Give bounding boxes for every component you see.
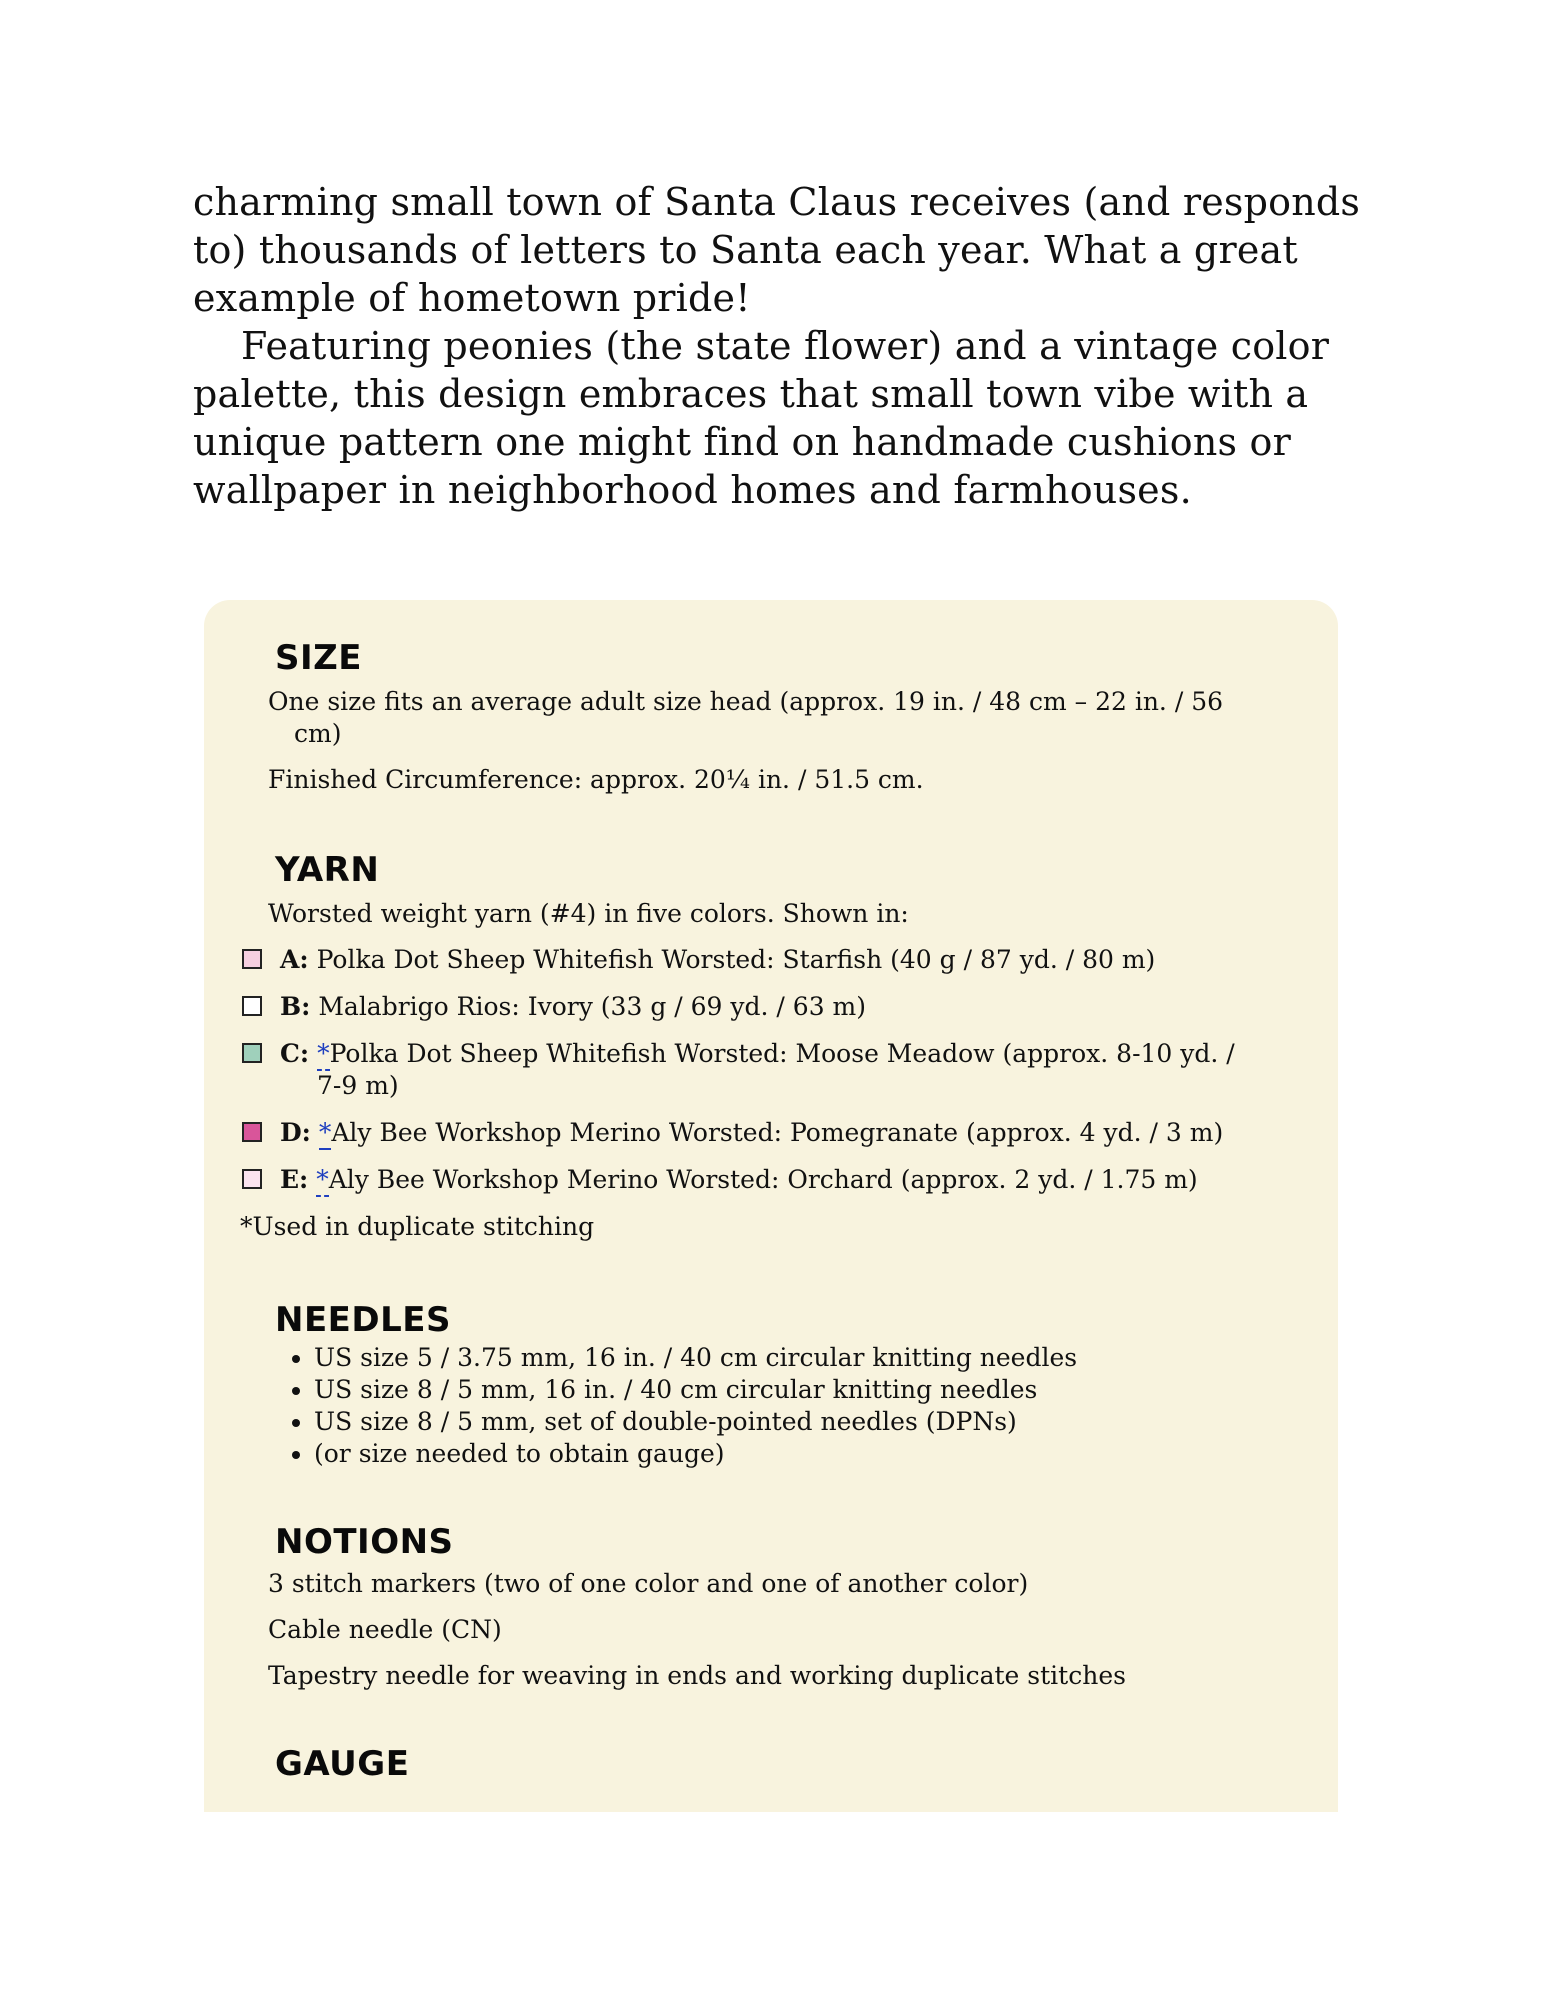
needle-item: • US size 8 / 5 mm, set of double-pointed needles (DPNs) xyxy=(314,1406,1077,1438)
needles-heading: NEEDLES xyxy=(275,1300,452,1340)
swatch-color-c xyxy=(242,1043,262,1063)
notion-item: Tapestry needle for weaving in ends and working duplicate stitches xyxy=(268,1661,1126,1690)
yarn-desc-c-cont: 7-9 m) xyxy=(317,1071,399,1100)
notions-heading: NOTIONS xyxy=(275,1522,454,1562)
size-circumference: Finished Circumference: approx. 20¼ in. / 51.5 cm. xyxy=(268,765,924,794)
intro-paragraph-2: Featuring peonies (the state flower) and a vintage color palette, this design embraces that small town vibe with a unique pattern one might find on handmade cushions or wallpaper in neighborhood homes and farmhouses. xyxy=(193,324,1330,512)
yarn-footnote: *Used in duplicate stitching xyxy=(240,1212,595,1241)
yarn-color-a xyxy=(280,944,1300,976)
yarn-color-d xyxy=(280,1117,1300,1149)
yarn-code-d: D: xyxy=(280,1118,311,1147)
swatch-color-a xyxy=(242,949,262,969)
swatch-color-d xyxy=(242,1122,262,1142)
needle-item: • (or size needed to obtain gauge) xyxy=(314,1438,1077,1470)
yarn-desc-e: Aly Bee Workshop Merino Worsted: Orchard (approx. 2 yd. / 1.75 m) xyxy=(328,1165,1198,1194)
yarn-code-a: A: xyxy=(280,945,309,974)
yarn-code-e: E: xyxy=(280,1165,309,1194)
needle-item: • US size 8 / 5 mm, 16 in. / 40 cm circular knitting needles xyxy=(314,1374,1077,1406)
yarn-desc-d: Aly Bee Workshop Merino Worsted: Pomegranate (approx. 4 yd. / 3 m) xyxy=(331,1118,1224,1147)
needle-item: • US size 5 / 3.75 mm, 16 in. / 40 cm circular knitting needles xyxy=(314,1342,1077,1374)
size-fit-line-2: cm) xyxy=(294,719,342,748)
yarn-code-b: B: xyxy=(280,992,311,1021)
gauge-heading: GAUGE xyxy=(275,1744,410,1784)
yarn-desc-b: Malabrigo Rios: Ivory (33 g / 69 yd. / 63 m) xyxy=(318,992,867,1021)
size-heading: SIZE xyxy=(275,638,363,678)
notion-item: Cable needle (CN) xyxy=(268,1615,502,1644)
footnote-link-d[interactable]: * xyxy=(319,1118,332,1150)
yarn-heading: YARN xyxy=(275,850,380,890)
yarn-code-c: C: xyxy=(280,1039,310,1068)
yarn-intro: Worsted weight yarn (#4) in five colors. Shown in: xyxy=(268,899,909,928)
yarn-color-c xyxy=(280,1038,1300,1102)
needles-list xyxy=(274,1342,1077,1470)
yarn-color-e xyxy=(280,1164,1300,1196)
size-fit-line-1: One size fits an average adult size head (approx. 19 in. / 48 cm – 22 in. / 56 xyxy=(268,687,1224,716)
swatch-color-e xyxy=(242,1169,262,1189)
yarn-color-b xyxy=(280,991,1300,1023)
notion-item: 3 stitch markers (two of one color and one of another color) xyxy=(268,1569,1029,1598)
pattern-info-box xyxy=(204,600,1338,1812)
yarn-desc-c: Polka Dot Sheep Whitefish Worsted: Moose Meadow (approx. 8-10 yd. / xyxy=(329,1039,1235,1068)
intro-text xyxy=(193,178,1373,514)
footnote-link-c[interactable]: * xyxy=(317,1039,330,1071)
yarn-desc-a: Polka Dot Sheep Whitefish Worsted: Starfish (40 g / 87 yd. / 80 m) xyxy=(316,945,1156,974)
swatch-color-b xyxy=(242,996,262,1016)
footnote-link-e[interactable]: * xyxy=(316,1165,329,1197)
intro-paragraph-1: charming small town of Santa Claus receives (and responds to) thousands of letters to Santa each year. What a great example of hometown pride! xyxy=(193,180,1361,320)
